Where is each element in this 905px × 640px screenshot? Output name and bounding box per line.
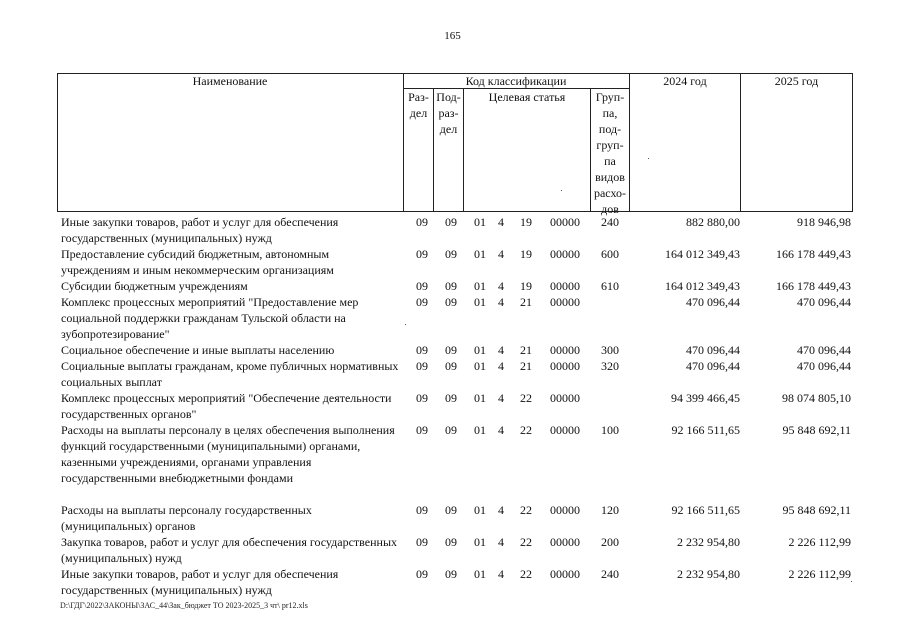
row-amount-2024: 164 012 349,43 <box>665 247 740 261</box>
header-subsection: Под- раз- дел <box>436 90 461 136</box>
scan-speck <box>561 190 562 191</box>
row-section: 09 <box>416 391 428 405</box>
row-name: Социальные выплаты гражданам, кроме публичных нормативных социальных выплат <box>61 359 399 389</box>
row-group: 610 <box>601 279 619 293</box>
row-target-2: 4 <box>498 423 504 437</box>
row-target-3: 21 <box>520 295 532 309</box>
row-target-3: 19 <box>520 247 532 261</box>
table-row <box>57 214 853 246</box>
row-amount-2025: 918 946,98 <box>797 215 851 229</box>
row-subsection: 09 <box>445 423 457 437</box>
row-amount-2024: 470 096,44 <box>686 343 740 357</box>
row-amount-2024: 164 012 349,43 <box>665 279 740 293</box>
row-subsection: 09 <box>445 343 457 357</box>
row-target-1: 01 <box>474 391 486 405</box>
row-amount-2024: 2 232 954,80 <box>677 535 740 549</box>
row-group: 600 <box>601 247 619 261</box>
table-row <box>57 294 853 342</box>
header-year-2024: 2024 год <box>663 74 707 88</box>
row-target-3: 22 <box>520 567 532 581</box>
row-target-1: 01 <box>474 535 486 549</box>
row-target-4: 00000 <box>550 535 580 549</box>
row-target-1: 01 <box>474 359 486 373</box>
row-target-2: 4 <box>498 279 504 293</box>
row-section: 09 <box>416 215 428 229</box>
table-row <box>57 342 853 358</box>
row-subsection: 09 <box>445 247 457 261</box>
row-name: Закупка товаров, работ и услуг для обеспечения государственных (муниципальных) нужд <box>61 535 398 565</box>
row-target-2: 4 <box>498 535 504 549</box>
row-amount-2024: 470 096,44 <box>686 359 740 373</box>
table-row <box>57 278 853 294</box>
row-name: Субсидии бюджетным учреждениям <box>61 279 248 293</box>
row-target-2: 4 <box>498 359 504 373</box>
row-group: 240 <box>601 567 619 581</box>
table-row <box>57 422 853 502</box>
table-row <box>57 390 853 422</box>
row-amount-2025: 166 178 449,43 <box>776 279 851 293</box>
row-target-4: 00000 <box>550 391 580 405</box>
row-group: 300 <box>601 343 619 357</box>
row-name: Социальное обеспечение и иные выплаты населению <box>61 343 335 357</box>
row-target-4: 00000 <box>550 503 580 517</box>
row-target-1: 01 <box>474 503 486 517</box>
table-row <box>57 534 853 566</box>
row-amount-2025: 470 096,44 <box>797 343 851 357</box>
row-section: 09 <box>416 567 428 581</box>
row-amount-2025: 95 848 692,11 <box>782 503 851 517</box>
budget-table <box>57 73 853 598</box>
row-target-3: 22 <box>520 535 532 549</box>
row-target-4: 00000 <box>550 359 580 373</box>
row-name: Иные закупки товаров, работ и услуг для обеспечения государственных (муниципальных) нужд <box>61 567 339 597</box>
row-target-4: 00000 <box>550 279 580 293</box>
row-target-4: 00000 <box>550 215 580 229</box>
header-code: Код классификации <box>465 74 567 88</box>
row-target-2: 4 <box>498 215 504 229</box>
row-target-3: 22 <box>520 423 532 437</box>
row-amount-2025: 470 096,44 <box>797 359 851 373</box>
row-amount-2025: 2 226 112,99 <box>788 535 851 549</box>
row-subsection: 09 <box>445 391 457 405</box>
row-section: 09 <box>416 503 428 517</box>
row-target-3: 21 <box>520 359 532 373</box>
row-name: Предоставление субсидий бюджетным, автономным учреждениям и иным некоммерческим организациям <box>61 247 334 277</box>
row-target-4: 00000 <box>550 295 580 309</box>
row-section: 09 <box>416 535 428 549</box>
row-section: 09 <box>416 247 428 261</box>
row-subsection: 09 <box>445 503 457 517</box>
row-target-4: 00000 <box>550 343 580 357</box>
row-name: Расходы на выплаты персоналу государственных (муниципальных) органов <box>61 503 312 533</box>
table-header <box>57 73 853 216</box>
row-target-3: 19 <box>520 215 532 229</box>
row-target-1: 01 <box>474 215 486 229</box>
scan-speck <box>405 324 406 325</box>
row-target-1: 01 <box>474 295 486 309</box>
header-group: Груп- па, под- груп- па видов расхо- дов <box>593 90 627 216</box>
row-amount-2024: 470 096,44 <box>686 295 740 309</box>
row-amount-2024: 2 232 954,80 <box>677 567 740 581</box>
row-target-4: 00000 <box>550 567 580 581</box>
row-section: 09 <box>416 359 428 373</box>
row-target-3: 22 <box>520 503 532 517</box>
row-group: 120 <box>601 503 619 517</box>
header-year-2025: 2025 год <box>774 74 819 88</box>
table-row <box>57 502 853 534</box>
table-row <box>57 246 853 278</box>
row-name: Комплекс процессных мероприятий "Обеспечение деятельности государственных органов" <box>61 391 392 421</box>
row-target-4: 00000 <box>550 423 580 437</box>
row-name: Расходы на выплаты персоналу в целях обеспечения выполнения функций государственными (муниципальными) органами, казенными учреждениями, органами управления государственными внебюджетными фондами <box>61 423 395 485</box>
row-target-3: 21 <box>520 343 532 357</box>
row-target-2: 4 <box>498 247 504 261</box>
row-target-1: 01 <box>474 343 486 357</box>
row-target-2: 4 <box>498 391 504 405</box>
row-section: 09 <box>416 295 428 309</box>
page-number: 165 <box>444 30 461 42</box>
row-amount-2025: 98 074 805,10 <box>782 391 851 405</box>
row-subsection: 09 <box>445 295 457 309</box>
scan-speck <box>851 581 852 582</box>
row-amount-2025: 2 226 112,99 <box>788 567 851 581</box>
row-section: 09 <box>416 343 428 357</box>
row-name: Комплекс процессных мероприятий "Предоставление мер социальной поддержки гражданам Тульской области на зубопротезирование" <box>61 295 359 341</box>
row-amount-2025: 95 848 692,11 <box>782 423 851 437</box>
row-target-1: 01 <box>474 247 486 261</box>
row-amount-2025: 166 178 449,43 <box>776 247 851 261</box>
row-amount-2024: 92 166 511,65 <box>671 423 740 437</box>
row-group: 100 <box>601 423 619 437</box>
row-group: 200 <box>601 535 619 549</box>
table-row <box>57 566 853 598</box>
row-amount-2024: 92 166 511,65 <box>671 503 740 517</box>
scan-speck <box>648 158 649 159</box>
row-amount-2024: 94 399 466,45 <box>671 391 740 405</box>
row-group: 240 <box>601 215 619 229</box>
row-name: Иные закупки товаров, работ и услуг для обеспечения государственных (муниципальных) нужд <box>61 215 339 245</box>
row-target-1: 01 <box>474 279 486 293</box>
row-subsection: 09 <box>445 359 457 373</box>
row-subsection: 09 <box>445 279 457 293</box>
header-name: Наименование <box>192 74 268 88</box>
row-subsection: 09 <box>445 567 457 581</box>
row-target-2: 4 <box>498 503 504 517</box>
row-target-2: 4 <box>498 567 504 581</box>
table-body <box>57 214 853 598</box>
row-target-4: 00000 <box>550 247 580 261</box>
row-subsection: 09 <box>445 535 457 549</box>
header-target: Целевая статья <box>488 90 566 104</box>
header-section: Раз- дел <box>408 90 429 120</box>
row-section: 09 <box>416 423 428 437</box>
table-row <box>57 358 853 390</box>
row-amount-2024: 882 880,00 <box>686 215 740 229</box>
row-group: 320 <box>601 359 619 373</box>
row-target-1: 01 <box>474 423 486 437</box>
file-path-footer: D:\ГДГ\2022\ЗАКОНЫ\ЗАС_44\Зак_бюджет ТО 2023-2025_3 чт\ pr12.xls <box>60 601 308 610</box>
row-target-3: 19 <box>520 279 532 293</box>
row-target-2: 4 <box>498 295 504 309</box>
row-amount-2025: 470 096,44 <box>797 295 851 309</box>
row-target-2: 4 <box>498 343 504 357</box>
row-target-1: 01 <box>474 567 486 581</box>
row-subsection: 09 <box>445 215 457 229</box>
row-section: 09 <box>416 279 428 293</box>
row-target-3: 22 <box>520 391 532 405</box>
